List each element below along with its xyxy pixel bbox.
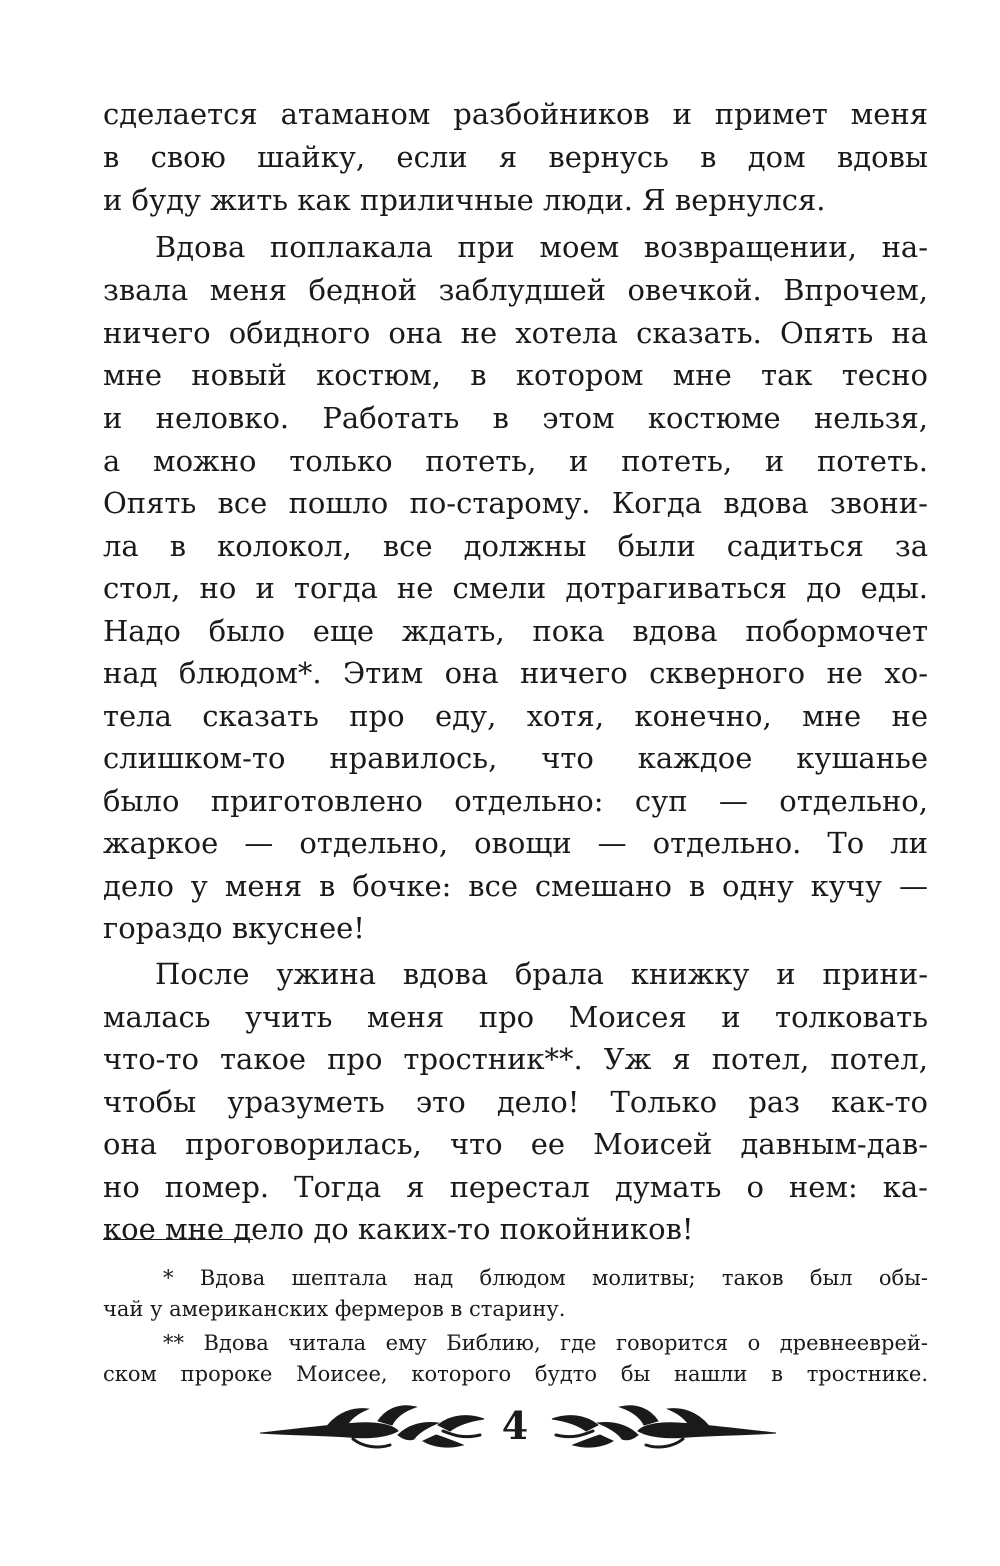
text-line: а можно только потеть, и потеть, и потеть. [103,444,928,478]
footnote-separator [103,1239,253,1240]
flourish-left-icon [258,1395,488,1465]
text-line: мне новый костюм, в котором мне так тесно [103,358,928,392]
footnote-line: ** Вдова читала ему Библию, где говорится о древнееврей- [163,1331,928,1355]
text-line: гораздо вкуснее! [103,911,365,945]
page-number: 4 [501,1403,529,1448]
text-line: сделается атаманом разбойников и примет меня [103,97,928,131]
text-line: над блюдом*. Этим она ничего скверного не хо- [103,656,928,690]
text-line: тела сказать про еду, хотя, конечно, мне не [103,699,928,733]
text-line: Опять все пошло по-старому. Когда вдова звони- [103,486,928,520]
flourish-right-icon [548,1395,778,1465]
text-line: жаркое — отдельно, овощи — отдельно. То ли [103,826,928,860]
text-line: Вдова поплакала при моем возвращении, на- [155,230,928,264]
footnote-line: ском пророке Моисее, которого будто бы нашли в тростнике. [103,1362,928,1386]
text-line: она проговорилась, что ее Моисей давным-дав- [103,1127,928,1161]
text-line: в свою шайку, если я вернусь в дом вдовы [103,140,928,174]
text-line: звала меня бедной заблудшей овечкой. Впрочем, [103,273,928,307]
footnote-line: чай у американских фермеров в старину. [103,1297,566,1321]
text-line: кое мне дело до каких-то покойников! [103,1212,694,1246]
text-line: дело у меня в бочке: все смешано в одну кучу — [103,869,928,903]
text-line: малась учить меня про Моисея и толковать [103,1000,928,1034]
text-line: что-то такое про тростник**. Уж я потел, потел, [103,1042,928,1076]
text-line: слишком-то нравилось, что каждое кушанье [103,741,928,775]
text-line: Надо было еще ждать, пока вдова побормочет [103,614,928,648]
text-line: но помер. Тогда я перестал думать о нем: ка- [103,1170,928,1204]
text-line: было приготовлено отдельно: суп — отдельно, [103,784,928,818]
footnote-line: * Вдова шептала над блюдом молитвы; таков был обы- [163,1266,928,1290]
text-line: и неловко. Работать в этом костюме нельзя, [103,401,928,435]
text-line: стол, но и тогда не смели дотрагиваться до еды. [103,571,928,605]
text-line: чтобы уразуметь это дело! Только раз как-то [103,1085,928,1119]
text-line: После ужина вдова брала книжку и прини- [155,957,928,991]
text-line: ничего обидного она не хотела сказать. Опять на [103,316,928,350]
text-line: ла в колокол, все должны были садиться за [103,529,928,563]
text-line: и буду жить как приличные люди. Я вернулся. [103,183,826,217]
